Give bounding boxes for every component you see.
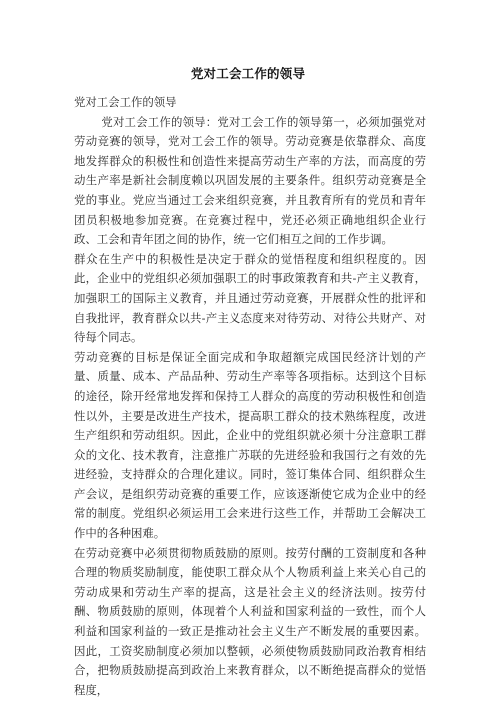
document-body xyxy=(74,93,426,700)
paragraph-3: 劳动竞赛的目标是保证全面完成和争取超额完成国民经济计划的产量、质量、成本、产品品种、劳动生产率等各项指标。达到这个目标的途径，除开经常地发挥和保持工人群众的高度的劳动积极性和创造性以外，主要是改进生产技术，提高职工群众的技术熟练程度，改进生产组织和劳动组织。因此，企业中的党组织就必须十分注意职工群众的文化、技术教育，注意推广苏联的先进经验和我国行之有效的先进经验，支持群众的合理化建议。同时，签订集体合同、组织群众生产会议，是组织劳动竞赛的重要工作，应该逐渐使它成为企业中的经常的制度。党组织必须运用工会来进行这些工作，并帮助工会解决工作中的各种困难。 xyxy=(74,349,426,541)
paragraph-2: 群众在生产中的积极性是决定于群众的觉悟程度和组织程度的。因此，企业中的党组织必须加强职工的时事政策教育和共-产主义教育，加强职工的国际主义教育，并且通过劳动竞赛，开展群众性的批评和自我批评，教育群众以共-产主义态度来对待劳动、对待公共财产、对待每个同志。 xyxy=(74,251,426,345)
document-subtitle: 党对工会工作的领导 xyxy=(74,95,177,109)
paragraph-4: 在劳动竞赛中必须贯彻物质鼓励的原则。按劳付酬的工资制度和各种合理的物质奖励制度，能使职工群众从个人物质利益上来关心自己的劳动成果和劳动生产率的提高，这是社会主义的经济法则。按劳付酬、物质鼓励的原则，体现着个人利益和国家利益的一致性，而个人利益和国家利益的一致正是推动社会主义生产不断发展的重要因素。因此，工资奖励制度必须加以整顿，必须使物质鼓励同政治教育相结合，把物质鼓励提高到政治上来教育群众，以不断绝提高群众的觉悟程度， xyxy=(74,545,426,697)
paragraph-1: 党对工会工作的领导：党对工会工作的领导第一，必须加强党对劳动竞赛的领导，党对工会工作的领导。劳动竞赛是依靠群众、高度地发挥群众的积极性和创造性来提高劳动生产率的方法，而高度的劳动生产率是新社会制度赖以巩固发展的主要条件。组织劳动竞赛是全党的事业。党应当通过工会来组织竞赛，并且教育所有的党员和青年团员积极地参加竞赛。在竞赛过程中，党还必须正确地组织企业行政、工会和青年团之间的协作，统一它们相互之间的工作步调。 xyxy=(74,114,426,247)
document-title: 党对工会工作的领导 xyxy=(190,66,306,81)
